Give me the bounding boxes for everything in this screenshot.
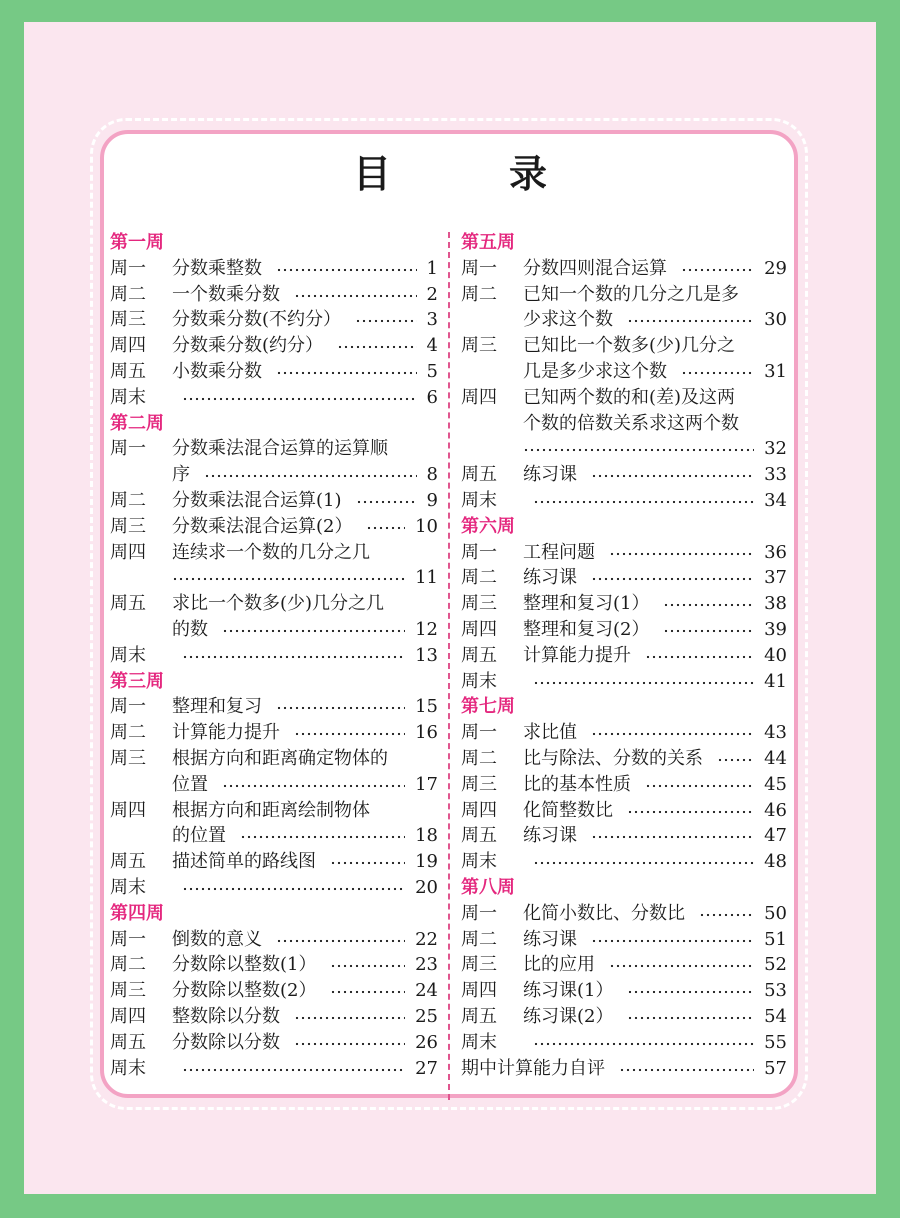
entry-day: 周末 bbox=[110, 386, 146, 408]
entry-title: 练习课 bbox=[523, 567, 577, 589]
entry-page-number: 45 bbox=[764, 773, 787, 795]
toc-entry[interactable] bbox=[461, 359, 787, 385]
entry-page-number: 37 bbox=[764, 567, 787, 589]
entry-day: 周末 bbox=[461, 1031, 497, 1053]
entry-title: 计算能力提升 bbox=[172, 722, 280, 744]
entry-title: 练习课 bbox=[523, 928, 577, 950]
entry-page-number: 29 bbox=[764, 257, 787, 279]
dot-leader bbox=[182, 1068, 405, 1072]
toc-entry[interactable] bbox=[110, 617, 438, 643]
entry-page-number: 22 bbox=[415, 928, 438, 950]
entry-day: 周二 bbox=[110, 722, 146, 744]
entry-day: 周五 bbox=[110, 851, 146, 873]
toc-entry[interactable] bbox=[461, 901, 787, 927]
entry-day: 周三 bbox=[461, 593, 497, 615]
toc-entry[interactable] bbox=[110, 256, 438, 282]
dot-leader bbox=[355, 319, 417, 323]
entry-page-number: 43 bbox=[764, 722, 787, 744]
dot-leader bbox=[294, 1042, 405, 1046]
entry-page-number: 33 bbox=[764, 464, 787, 486]
toc-entry[interactable] bbox=[461, 1030, 787, 1056]
toc-entry[interactable] bbox=[461, 540, 787, 566]
toc-entry[interactable] bbox=[110, 282, 438, 308]
entry-day: 周一 bbox=[110, 438, 146, 460]
toc-entry[interactable] bbox=[461, 1004, 787, 1030]
dot-leader bbox=[533, 500, 754, 504]
toc-entry[interactable] bbox=[110, 591, 438, 617]
dot-leader bbox=[276, 268, 417, 272]
entry-page-number: 54 bbox=[764, 1005, 787, 1027]
dot-leader bbox=[591, 939, 754, 943]
entry-title: 连续求一个数的几分之几 bbox=[172, 541, 370, 563]
dot-leader bbox=[330, 861, 405, 865]
entry-page-number: 18 bbox=[415, 825, 438, 847]
dot-leader bbox=[276, 706, 405, 710]
entry-title: 分数除以分数 bbox=[172, 1031, 280, 1053]
entry-page-number: 6 bbox=[426, 386, 438, 408]
entry-page-number: 39 bbox=[764, 618, 787, 640]
entry-title: 分数乘法混合运算(1) bbox=[172, 489, 342, 511]
dot-leader bbox=[717, 758, 754, 762]
entry-title: 练习课(2） bbox=[523, 1005, 614, 1027]
dot-leader bbox=[276, 371, 417, 375]
toc-right-column bbox=[461, 230, 787, 1081]
entry-page-number: 38 bbox=[764, 593, 787, 615]
entry-day: 周三 bbox=[110, 980, 146, 1002]
toc-entry[interactable] bbox=[461, 772, 787, 798]
entry-title: 计算能力提升 bbox=[523, 644, 631, 666]
entry-page-number: 36 bbox=[764, 541, 787, 563]
week-heading[interactable] bbox=[110, 411, 438, 437]
toc-entry[interactable] bbox=[110, 333, 438, 359]
entry-day: 周五 bbox=[110, 593, 146, 615]
toc-entry[interactable] bbox=[461, 591, 787, 617]
dot-leader bbox=[699, 913, 754, 917]
dot-leader bbox=[222, 784, 405, 788]
entry-page-number: 25 bbox=[415, 1005, 438, 1027]
entry-day: 周四 bbox=[461, 618, 497, 640]
toc-entry[interactable] bbox=[461, 746, 787, 772]
dot-leader bbox=[591, 835, 754, 839]
entry-page-number: 27 bbox=[415, 1057, 438, 1079]
entry-title: 分数乘分数(约分） bbox=[172, 335, 324, 357]
dot-leader bbox=[204, 474, 417, 478]
dot-leader bbox=[276, 939, 405, 943]
dot-leader bbox=[182, 397, 417, 401]
dot-leader bbox=[609, 964, 754, 968]
dot-leader bbox=[627, 1016, 754, 1020]
toc-entry[interactable] bbox=[110, 849, 438, 875]
week-heading[interactable] bbox=[110, 669, 438, 695]
toc-entry[interactable] bbox=[461, 282, 787, 308]
toc-entry[interactable] bbox=[110, 1056, 438, 1082]
entry-day: 周四 bbox=[110, 1005, 146, 1027]
toc-entry[interactable] bbox=[461, 488, 787, 514]
entry-day: 周四 bbox=[110, 335, 146, 357]
entry-day: 周四 bbox=[461, 386, 497, 408]
entry-title: 比的应用 bbox=[523, 954, 595, 976]
week-heading[interactable] bbox=[461, 694, 787, 720]
entry-day: 周末 bbox=[110, 644, 146, 666]
dot-leader bbox=[330, 964, 405, 968]
entry-day: 周五 bbox=[461, 644, 497, 666]
entry-day: 周四 bbox=[461, 980, 497, 1002]
entry-day: 周五 bbox=[461, 464, 497, 486]
entry-day: 周末 bbox=[110, 876, 146, 898]
entry-page-number: 26 bbox=[415, 1031, 438, 1053]
entry-title: 化简整数比 bbox=[523, 799, 613, 821]
toc-entry[interactable] bbox=[461, 333, 787, 359]
entry-day: 周五 bbox=[461, 825, 497, 847]
entry-title: 少求这个数 bbox=[523, 309, 613, 331]
toc-entry[interactable] bbox=[110, 359, 438, 385]
entry-page-number: 47 bbox=[764, 825, 787, 847]
entry-title: 比与除法、分数的关系 bbox=[523, 747, 703, 769]
dot-leader bbox=[533, 1042, 754, 1046]
entry-title: 已知比一个数多(少)几分之 bbox=[523, 335, 736, 357]
entry-title: 分数乘整数 bbox=[172, 257, 262, 279]
toc-entry[interactable] bbox=[461, 823, 787, 849]
toc-entry[interactable] bbox=[461, 307, 787, 333]
entry-title: 一个数乘分数 bbox=[172, 283, 280, 305]
entry-day: 周一 bbox=[461, 902, 497, 924]
entry-page-number: 48 bbox=[764, 851, 787, 873]
dot-leader bbox=[591, 577, 754, 581]
entry-title: 分数乘法混合运算的运算顺 bbox=[172, 438, 388, 460]
entry-page-number: 17 bbox=[415, 773, 438, 795]
entry-day: 周三 bbox=[110, 747, 146, 769]
toc-entry[interactable] bbox=[110, 875, 438, 901]
entry-title: 整理和复习(2） bbox=[523, 618, 650, 640]
entry-page-number: 5 bbox=[426, 360, 438, 382]
entry-page-number: 23 bbox=[415, 954, 438, 976]
entry-title: 根据方向和距离绘制物体 bbox=[172, 799, 370, 821]
toc-entry[interactable] bbox=[461, 978, 787, 1004]
entry-day: 周一 bbox=[110, 928, 146, 950]
entry-day: 周三 bbox=[461, 335, 497, 357]
dot-leader bbox=[294, 1016, 405, 1020]
entry-title: 工程问题 bbox=[523, 541, 595, 563]
entry-page-number: 41 bbox=[764, 670, 787, 692]
entry-page-number: 57 bbox=[764, 1057, 787, 1079]
dot-leader bbox=[645, 784, 754, 788]
toc-entry[interactable] bbox=[461, 617, 787, 643]
entry-page-number: 32 bbox=[764, 438, 787, 460]
toc-entry[interactable] bbox=[110, 307, 438, 333]
week-heading[interactable] bbox=[110, 230, 438, 256]
entry-page-number: 3 bbox=[426, 309, 438, 331]
entry-page-number: 51 bbox=[764, 928, 787, 950]
entry-title: 化简小数比、分数比 bbox=[523, 902, 685, 924]
dot-leader bbox=[663, 603, 754, 607]
toc-entry[interactable] bbox=[110, 436, 438, 462]
toc-entry[interactable] bbox=[110, 565, 438, 591]
entry-page-number: 12 bbox=[415, 618, 438, 640]
entry-title: 倒数的意义 bbox=[172, 928, 262, 950]
dot-leader bbox=[366, 526, 405, 530]
entry-title: 求比一个数多(少)几分之几 bbox=[172, 593, 385, 615]
entry-title: 练习课 bbox=[523, 464, 577, 486]
toc-entry[interactable] bbox=[110, 385, 438, 411]
entry-page-number: 44 bbox=[764, 747, 787, 769]
entry-title: 位置 bbox=[172, 773, 208, 795]
entry-day: 周二 bbox=[110, 954, 146, 976]
week-heading[interactable] bbox=[461, 875, 787, 901]
toc-entry[interactable] bbox=[461, 565, 787, 591]
dot-leader bbox=[240, 835, 405, 839]
toc-entry[interactable] bbox=[461, 462, 787, 488]
entry-title: 练习课 bbox=[523, 825, 577, 847]
dot-leader bbox=[172, 577, 405, 581]
toc-entry[interactable] bbox=[110, 462, 438, 488]
entry-day: 周二 bbox=[461, 928, 497, 950]
toc-entry[interactable] bbox=[110, 720, 438, 746]
toc-left-column bbox=[110, 230, 438, 1081]
toc-entry[interactable] bbox=[461, 256, 787, 282]
entry-page-number: 1 bbox=[426, 257, 438, 279]
entry-day: 周末 bbox=[461, 851, 497, 873]
entry-title: 的数 bbox=[172, 618, 208, 640]
toc-entry[interactable] bbox=[461, 1056, 787, 1082]
toc-entry[interactable] bbox=[461, 798, 787, 824]
entry-day: 周五 bbox=[461, 1005, 497, 1027]
entry-page-number: 16 bbox=[415, 722, 438, 744]
entry-day: 周一 bbox=[110, 257, 146, 279]
dot-leader bbox=[356, 500, 417, 504]
entry-day: 周一 bbox=[461, 722, 497, 744]
entry-page-number: 30 bbox=[764, 309, 787, 331]
week-label: 第六周 bbox=[461, 515, 515, 537]
entry-day: 周一 bbox=[110, 696, 146, 718]
week-heading[interactable] bbox=[110, 901, 438, 927]
dot-leader bbox=[627, 319, 754, 323]
entry-title: 整理和复习 bbox=[172, 696, 262, 718]
entry-page-number: 19 bbox=[415, 851, 438, 873]
entry-title: 的位置 bbox=[172, 825, 226, 847]
dot-leader bbox=[619, 1068, 754, 1072]
dot-leader bbox=[182, 655, 405, 659]
dot-leader bbox=[294, 732, 405, 736]
entry-title: 个数的倍数关系求这两个数 bbox=[523, 412, 739, 434]
dot-leader bbox=[681, 371, 754, 375]
toc-entry[interactable] bbox=[110, 978, 438, 1004]
entry-day: 周四 bbox=[110, 541, 146, 563]
entry-title: 已知两个数的和(差)及这两 bbox=[523, 386, 736, 408]
toc-entry[interactable] bbox=[461, 927, 787, 953]
entry-page-number: 31 bbox=[764, 360, 787, 382]
entry-page-number: 34 bbox=[764, 489, 787, 511]
entry-title: 根据方向和距离确定物体的 bbox=[172, 747, 388, 769]
dot-leader bbox=[222, 629, 405, 633]
week-label: 第五周 bbox=[461, 232, 515, 253]
entry-title: 整理和复习(1） bbox=[523, 593, 650, 615]
toc-entry[interactable] bbox=[110, 540, 438, 566]
entry-title: 练习课(1） bbox=[523, 980, 614, 1002]
toc-entry[interactable] bbox=[461, 643, 787, 669]
week-heading[interactable] bbox=[461, 230, 787, 256]
entry-day: 周三 bbox=[110, 515, 146, 537]
dot-leader bbox=[627, 990, 754, 994]
entry-day: 周末 bbox=[461, 670, 497, 692]
toc-entry[interactable] bbox=[461, 411, 787, 437]
entry-page-number: 4 bbox=[426, 335, 438, 357]
entry-day: 周三 bbox=[461, 954, 497, 976]
dot-leader bbox=[681, 268, 754, 272]
entry-page-number: 15 bbox=[415, 696, 438, 718]
toc-entry[interactable] bbox=[461, 385, 787, 411]
toc-entry[interactable] bbox=[110, 798, 438, 824]
column-divider bbox=[448, 232, 450, 1100]
week-label: 第一周 bbox=[110, 232, 164, 253]
entry-title: 描述简单的路线图 bbox=[172, 851, 316, 873]
entry-day: 周二 bbox=[461, 567, 497, 589]
entry-page-number: 10 bbox=[415, 515, 438, 537]
entry-title: 求比值 bbox=[523, 722, 577, 744]
dot-leader bbox=[330, 990, 405, 994]
dot-leader bbox=[663, 629, 754, 633]
entry-title: 几是多少求这个数 bbox=[523, 360, 667, 382]
entry-day: 周末 bbox=[110, 1057, 146, 1079]
entry-day: 周末 bbox=[461, 489, 497, 511]
entry-day: 周三 bbox=[110, 309, 146, 331]
dot-leader bbox=[533, 681, 754, 685]
entry-page-number: 13 bbox=[415, 644, 438, 666]
toc-entry[interactable] bbox=[110, 927, 438, 953]
toc-entry[interactable] bbox=[461, 720, 787, 746]
week-label: 第四周 bbox=[110, 902, 164, 924]
entry-page-number: 46 bbox=[764, 799, 787, 821]
entry-page-number: 9 bbox=[426, 489, 438, 511]
entry-day: 周一 bbox=[461, 541, 497, 563]
entry-page-number: 40 bbox=[764, 644, 787, 666]
dot-leader bbox=[337, 345, 417, 349]
entry-day: 周四 bbox=[461, 799, 497, 821]
toc-entry[interactable] bbox=[110, 823, 438, 849]
entry-page-number: 8 bbox=[426, 464, 438, 486]
toc-entry[interactable] bbox=[110, 1004, 438, 1030]
entry-day: 周二 bbox=[110, 283, 146, 305]
dot-leader bbox=[609, 552, 754, 556]
entry-title: 分数四则混合运算 bbox=[523, 257, 667, 279]
toc-entry[interactable] bbox=[110, 514, 438, 540]
toc-entry[interactable] bbox=[110, 488, 438, 514]
entry-day: 周四 bbox=[110, 799, 146, 821]
entry-title: 期中计算能力自评 bbox=[461, 1057, 605, 1079]
toc-entry[interactable] bbox=[110, 952, 438, 978]
entry-page-number: 55 bbox=[764, 1031, 787, 1053]
entry-page-number: 52 bbox=[764, 954, 787, 976]
dot-leader bbox=[523, 448, 754, 452]
week-label: 第七周 bbox=[461, 696, 515, 718]
dot-leader bbox=[591, 474, 754, 478]
entry-title: 已知一个数的几分之几是多 bbox=[523, 283, 739, 305]
toc-entry[interactable] bbox=[461, 952, 787, 978]
entry-title: 分数乘分数(不约分） bbox=[172, 309, 342, 331]
entry-title: 整数除以分数 bbox=[172, 1005, 280, 1027]
entry-day: 周五 bbox=[110, 360, 146, 382]
week-heading[interactable] bbox=[461, 514, 787, 540]
entry-day: 周二 bbox=[461, 283, 497, 305]
toc-entry[interactable] bbox=[110, 694, 438, 720]
entry-day: 周三 bbox=[461, 773, 497, 795]
dot-leader bbox=[533, 861, 754, 865]
entry-title: 分数除以整数(2） bbox=[172, 980, 317, 1002]
toc-entry[interactable] bbox=[110, 643, 438, 669]
entry-title: 比的基本性质 bbox=[523, 773, 631, 795]
entry-day: 周一 bbox=[461, 257, 497, 279]
week-label: 第八周 bbox=[461, 876, 515, 898]
dot-leader bbox=[182, 887, 405, 891]
toc-entry[interactable] bbox=[110, 772, 438, 798]
entry-page-number: 2 bbox=[426, 283, 438, 305]
dot-leader bbox=[627, 810, 754, 814]
dot-leader bbox=[294, 294, 417, 298]
entry-title: 小数乘分数 bbox=[172, 360, 262, 382]
toc-entry[interactable] bbox=[110, 1030, 438, 1056]
entry-page-number: 20 bbox=[415, 876, 438, 898]
entry-page-number: 11 bbox=[415, 567, 438, 589]
toc-entry[interactable] bbox=[461, 849, 787, 875]
entry-title: 分数除以整数(1） bbox=[172, 954, 317, 976]
week-label: 第三周 bbox=[110, 670, 164, 692]
entry-title: 分数乘法混合运算(2） bbox=[172, 515, 353, 537]
toc-entry[interactable] bbox=[110, 746, 438, 772]
page-title: 目 录 bbox=[352, 151, 587, 196]
dot-leader bbox=[645, 655, 754, 659]
toc-entry[interactable] bbox=[461, 669, 787, 695]
entry-day: 周五 bbox=[110, 1031, 146, 1053]
entry-title: 序 bbox=[172, 464, 190, 486]
dot-leader bbox=[591, 732, 754, 736]
entry-day: 周二 bbox=[461, 747, 497, 769]
entry-day: 周二 bbox=[110, 489, 146, 511]
week-label: 第二周 bbox=[110, 412, 164, 434]
entry-page-number: 50 bbox=[764, 902, 787, 924]
entry-page-number: 24 bbox=[415, 980, 438, 1002]
entry-page-number: 53 bbox=[764, 980, 787, 1002]
toc-entry[interactable] bbox=[461, 436, 787, 462]
